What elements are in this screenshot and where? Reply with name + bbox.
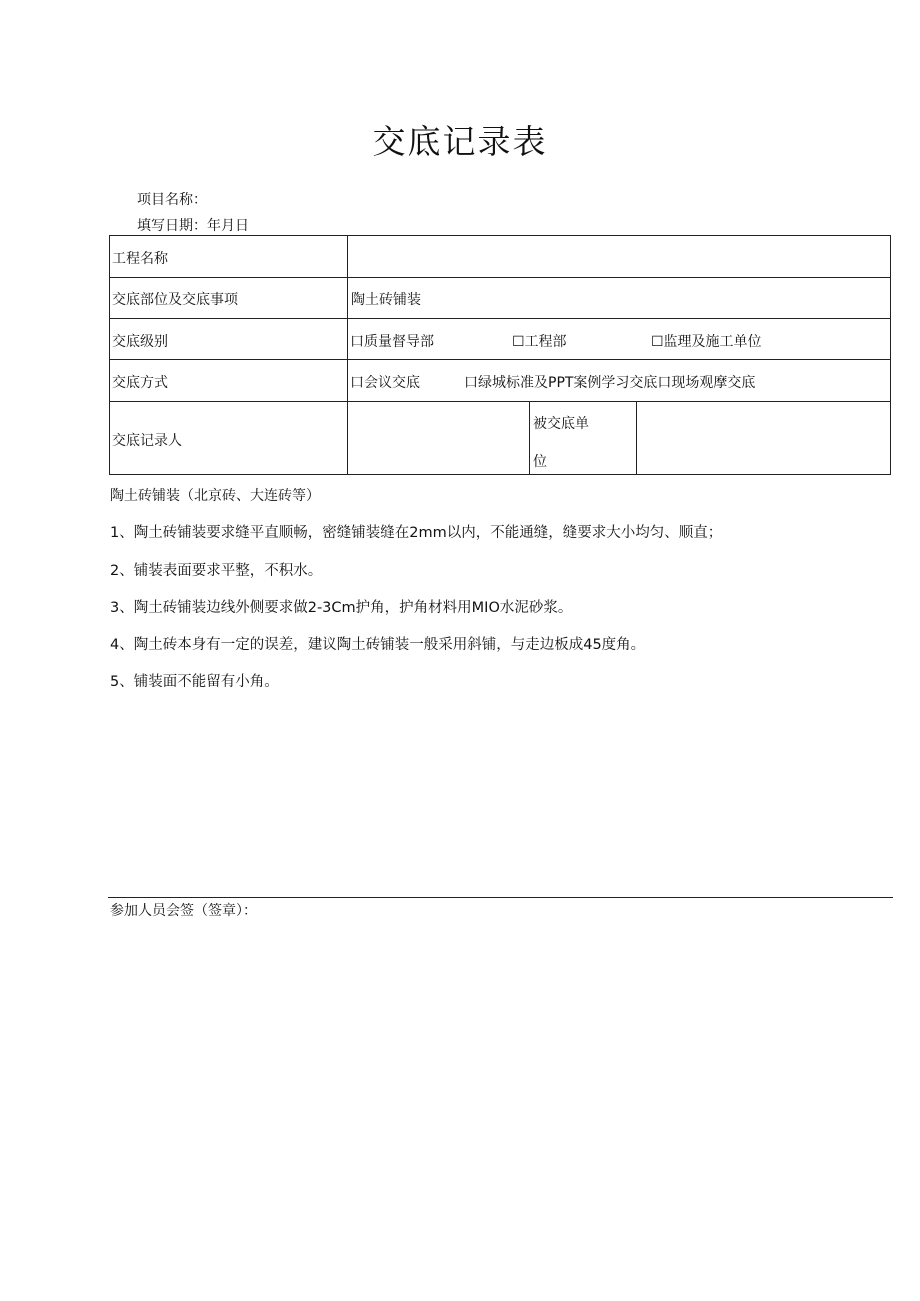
briefing-method-label: 交底方式 [112, 375, 168, 391]
list-item: 3、陶土砖铺装边线外侧要求做2-3Cm护角，护角材料用MIO水泥砂浆。 [110, 600, 573, 616]
table-border-line [890, 235, 891, 475]
table-border-line [529, 401, 530, 475]
table-border-line [636, 401, 637, 475]
list-item: 2、铺装表面要求平整，不积水。 [110, 563, 323, 579]
table-border-line [109, 235, 891, 236]
level-option-quality[interactable]: 口质量督导部 [350, 334, 434, 350]
method-option-meeting[interactable]: 口会议交底 [350, 375, 420, 391]
content-heading: 陶土砖铺装（北京砖、大连砖等） [110, 488, 320, 504]
briefing-level-label: 交底级别 [112, 334, 168, 350]
briefing-item-value: 陶土砖铺装 [351, 292, 421, 308]
level-option-engineering[interactable]: ☐工程部 [512, 334, 567, 350]
list-item: 1、陶土砖铺装要求缝平直顺畅，密缝铺装缝在2mm以内，不能通缝，缝要求大小均匀、顺直； [110, 525, 723, 541]
project-name-label: 项目名称： [137, 192, 207, 208]
table-border-line [109, 277, 891, 278]
fill-date-label: 填写日期：年月日 [137, 218, 249, 234]
level-option-supervision[interactable]: ☐监理及施工单位 [651, 334, 762, 350]
document-title: 交底记录表 [372, 122, 548, 161]
list-item: 5、铺装面不能留有小角。 [110, 674, 279, 690]
receiver-label-continued: 位 [533, 454, 547, 470]
table-border-line [347, 235, 348, 475]
signature-divider [108, 897, 893, 898]
table-border-line [109, 401, 891, 402]
table-border-line [109, 318, 891, 319]
method-option-standards-onsite[interactable]: 口绿城标准及PPT案例学习交底口现场观摩交底 [464, 375, 756, 391]
project-name-cell-label: 工程名称 [112, 251, 168, 267]
briefing-item-label: 交底部位及交底事项 [112, 292, 238, 308]
table-border-line [109, 235, 110, 475]
recorder-label: 交底记录人 [112, 433, 182, 449]
table-border-line [109, 474, 891, 475]
list-item: 4、陶土砖本身有一定的误差，建议陶土砖铺装一般采用斜铺，与走边板成45度角。 [110, 637, 646, 653]
table-border-line [109, 359, 891, 360]
receiver-label: 被交底单 [533, 416, 589, 432]
signature-label: 参加人员会签（签章）： [110, 903, 257, 919]
